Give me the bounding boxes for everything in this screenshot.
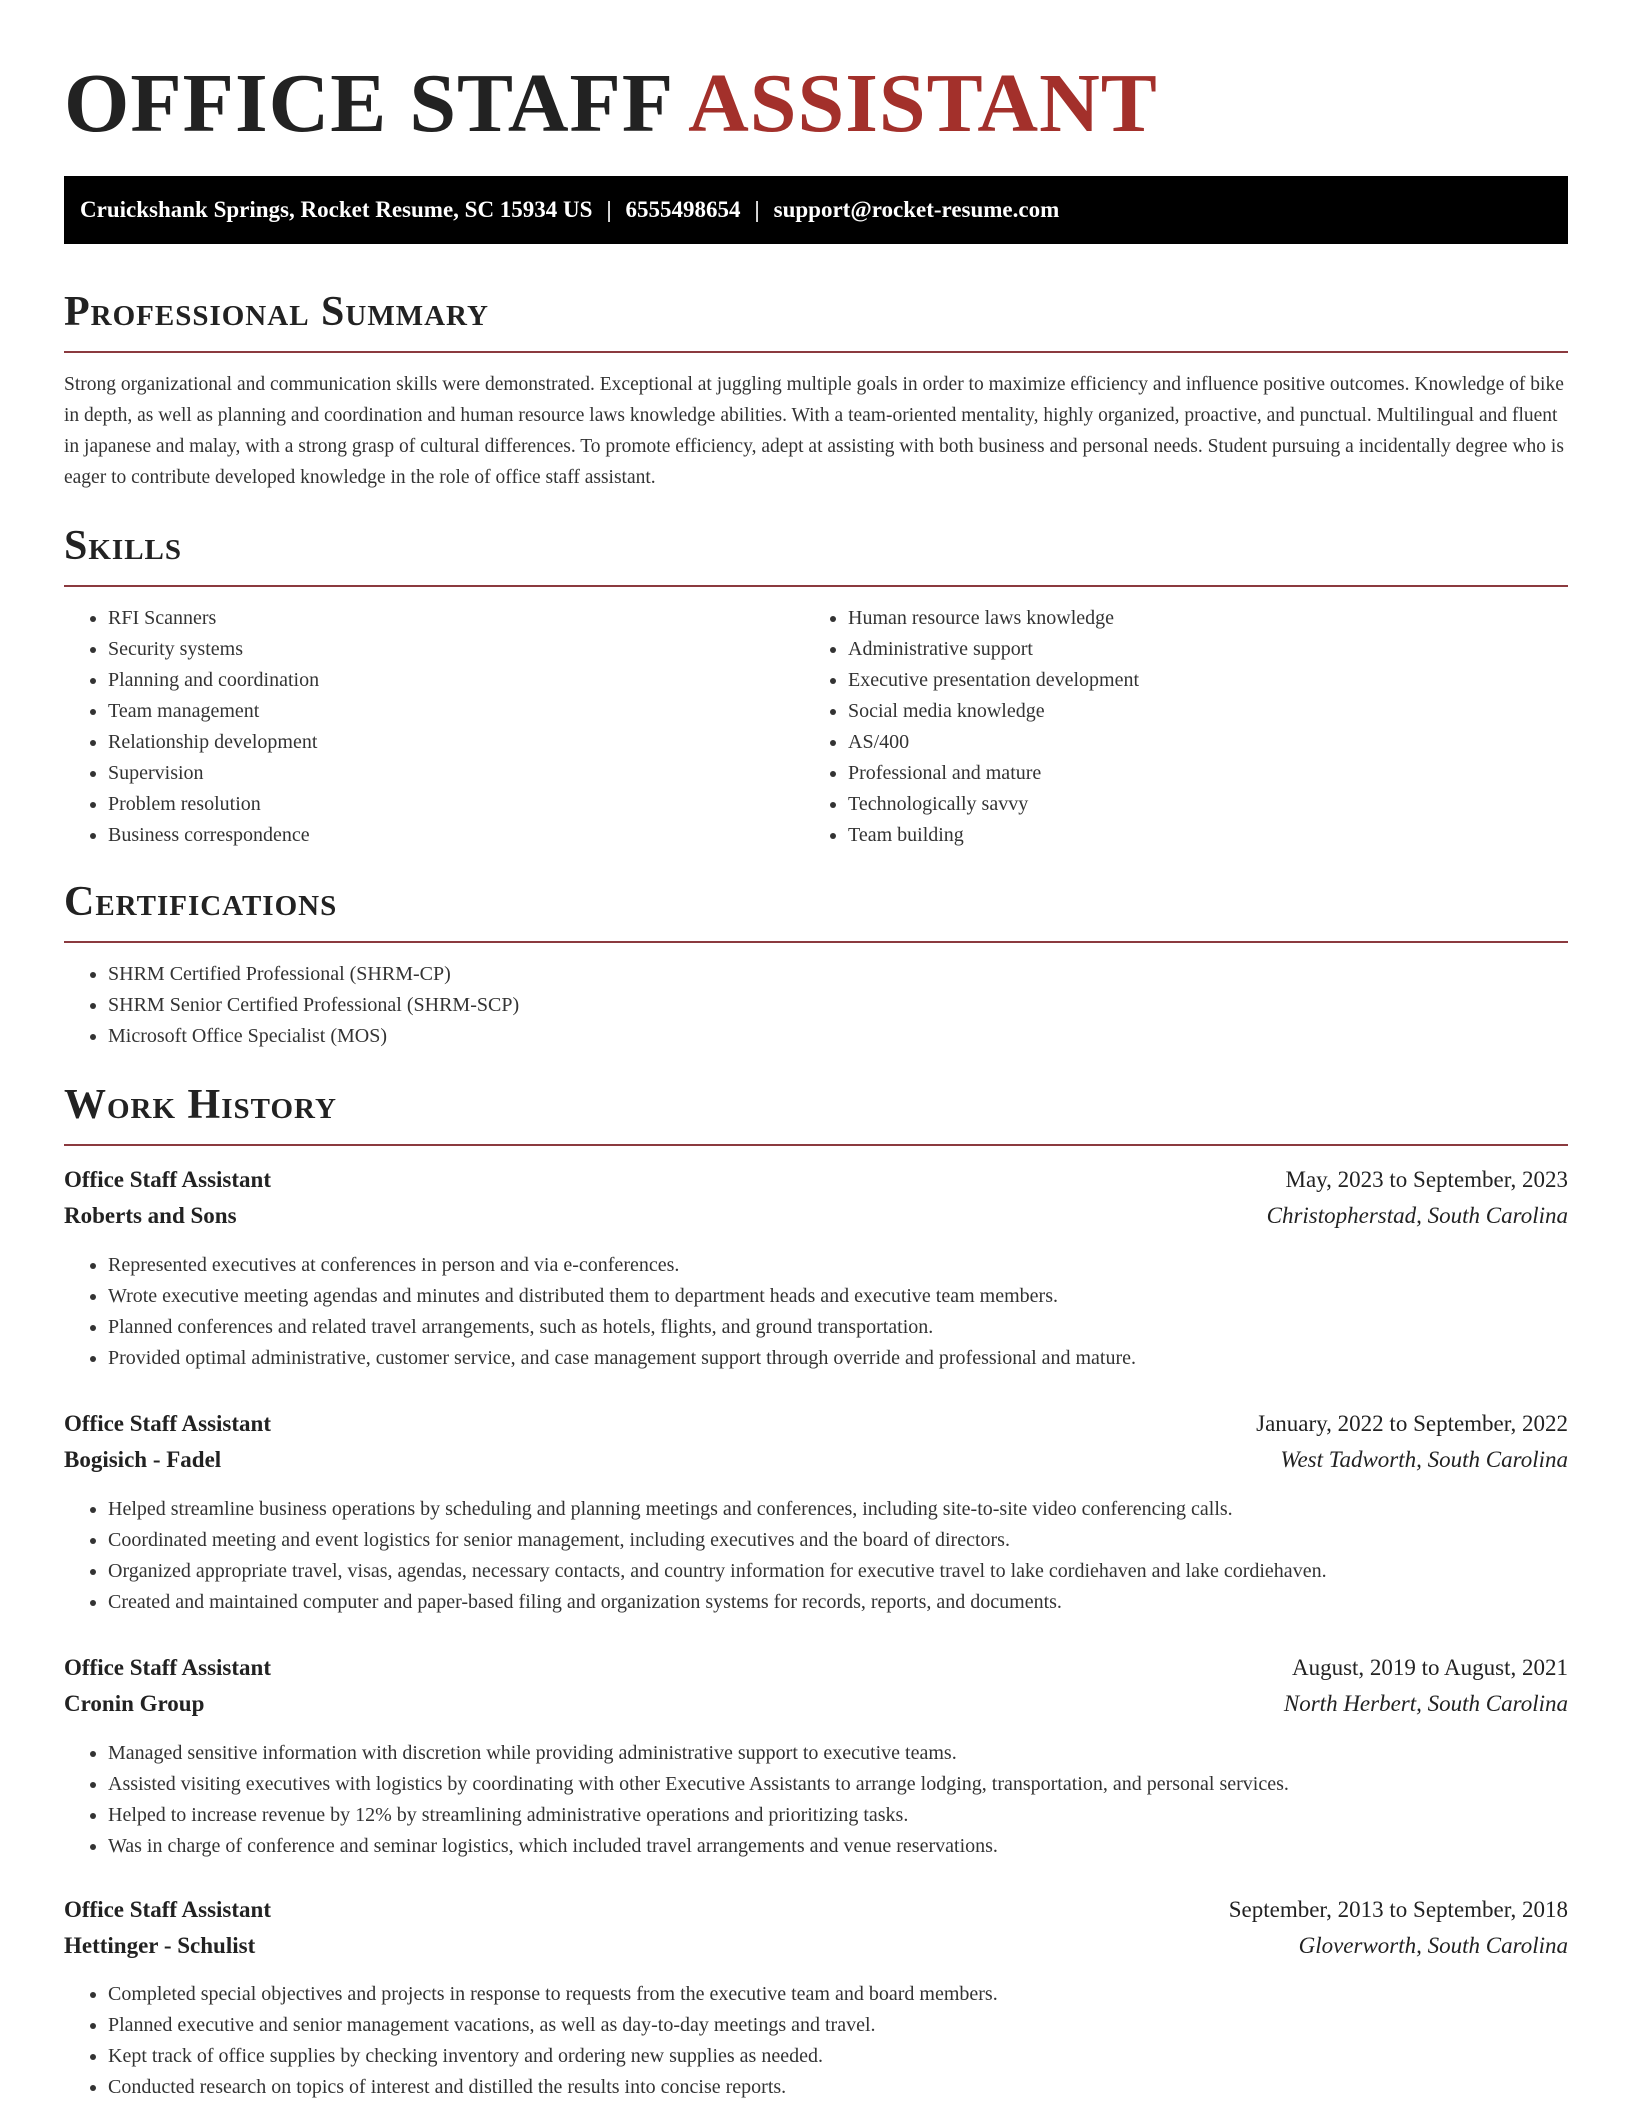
- job-company-row: [64, 1928, 1568, 1964]
- skill-item: • Planning and coordination: [108, 665, 808, 696]
- job-bullet: • Conducted research on topics of interest and distilled the results into concise reports.: [108, 2072, 1568, 2103]
- skill-item: • RFI Scanners: [108, 603, 808, 634]
- job-header-row: [64, 1406, 1568, 1442]
- contact-address: Cruickshank Springs, Rocket Resume, SC 15934 US: [80, 197, 593, 222]
- skills-heading: Skills: [64, 523, 183, 569]
- job-location: Gloverworth, South Carolina: [1298, 1933, 1568, 1958]
- name-first: OFFICE STAFF: [64, 57, 675, 150]
- summary-heading: Professional Summary: [64, 289, 489, 335]
- job-bullet: • Was in charge of conference and seminar logistics, which included travel arrangements and venue reservations.: [108, 1831, 1568, 1862]
- job-title: Office Staff Assistant: [64, 1411, 271, 1436]
- job-header-row: [64, 1162, 1568, 1198]
- job-bullet: • Managed sensitive information with discretion while providing administrative support to executive teams.: [108, 1738, 1568, 1769]
- skill-item: • AS/400: [848, 727, 1548, 758]
- job-company: Hettinger - Schulist: [64, 1933, 256, 1958]
- job-bullets: [64, 1250, 1568, 1374]
- job-company: Cronin Group: [64, 1691, 205, 1716]
- job-company: Bogisich - Fadel: [64, 1447, 222, 1472]
- job-company-row: [64, 1686, 1568, 1722]
- job-bullets: [64, 1738, 1568, 1862]
- skill-item: • Security systems: [108, 634, 808, 665]
- skill-item: • Administrative support: [848, 634, 1548, 665]
- job-location: West Tadworth, South Carolina: [1280, 1447, 1568, 1472]
- job-dates: January, 2022 to September, 2022: [1256, 1411, 1568, 1436]
- contact-phone: 6555498654: [625, 197, 741, 222]
- skills-list-left: [64, 603, 808, 851]
- job-dates: August, 2019 to August, 2021: [1291, 1655, 1568, 1680]
- skill-item: • Problem resolution: [108, 789, 808, 820]
- section-divider: [64, 351, 1568, 353]
- job-bullets: [64, 1494, 1568, 1618]
- certifications-list: [64, 959, 1568, 1052]
- name-last: ASSISTANT: [688, 57, 1158, 150]
- job-bullet: • Planned executive and senior management vacations, as well as day-to-day meetings and travel.: [108, 2010, 1568, 2041]
- skill-item: • Technologically savvy: [848, 789, 1548, 820]
- certifications-heading: Certifications: [64, 879, 338, 925]
- job-header-row: [64, 1650, 1568, 1686]
- skill-item: • Business correspondence: [108, 820, 808, 851]
- job-company: Roberts and Sons: [64, 1203, 237, 1228]
- job-company-row: [64, 1442, 1568, 1478]
- skill-item: • Executive presentation development: [848, 665, 1548, 696]
- skill-item: • Human resource laws knowledge: [848, 603, 1548, 634]
- skill-item: • Social media knowledge: [848, 696, 1548, 727]
- certification-item: • SHRM Certified Professional (SHRM-CP): [108, 959, 1568, 990]
- skill-item: • Supervision: [108, 758, 808, 789]
- contact-separator: |: [606, 197, 612, 222]
- contact-email: support@rocket-resume.com: [773, 197, 1060, 222]
- skill-item: • Team building: [848, 820, 1548, 851]
- job-bullet: • Coordinated meeting and event logistics for senior management, including executives and the board of directors.: [108, 1525, 1568, 1556]
- contact-separator: |: [754, 197, 760, 222]
- job-dates: September, 2013 to September, 2018: [1228, 1897, 1568, 1922]
- section-divider: [64, 1144, 1568, 1146]
- job-company-row: [64, 1198, 1568, 1234]
- job-bullets: [64, 1979, 1568, 2103]
- summary-text: Strong organizational and communication skills were demonstrated. Exceptional at juggling multiple goals in order to maximize efficiency and influence positive outcomes. Knowledge of bike in depth, as well as planning and coordination and human resource laws knowledge abilities. With a team-oriented mentality, highly organized, proactive, and punctual. Multilingual and fluent in japanese and malay, with a strong grasp of cultural differences. To promote efficiency, adept at assisting with both business and personal needs. Student pursuing a incidentally degree who is eager to contribute developed knowledge in the role of office staff assistant.: [64, 374, 1564, 488]
- job-bullet: • Provided optimal administrative, customer service, and case management support through override and professional and mature.: [108, 1343, 1568, 1374]
- job-title: Office Staff Assistant: [64, 1167, 271, 1192]
- skills-list-right: [804, 603, 1548, 851]
- job-bullet: • Organized appropriate travel, visas, agendas, necessary contacts, and country information for executive travel to lake cordiehaven and lake cordiehaven.: [108, 1556, 1568, 1587]
- job-bullet: • Created and maintained computer and paper-based filing and organization systems for records, reports, and documents.: [108, 1587, 1568, 1618]
- job-bullet: • Helped to increase revenue by 12% by streamlining administrative operations and prioritizing tasks.: [108, 1800, 1568, 1831]
- job-bullet: • Assisted visiting executives with logistics by coordinating with other Executive Assistants to arrange lodging, transportation, and personal services.: [108, 1769, 1568, 1800]
- job-bullet: • Represented executives at conferences in person and via e-conferences.: [108, 1250, 1568, 1281]
- job-title: Office Staff Assistant: [64, 1655, 271, 1680]
- work-history-heading: Work History: [64, 1082, 337, 1128]
- contact-bar: [64, 176, 1568, 244]
- job-title: Office Staff Assistant: [64, 1897, 271, 1922]
- job-bullet: • Wrote executive meeting agendas and minutes and distributed them to department heads and executive team members.: [108, 1281, 1568, 1312]
- job-bullet: • Kept track of office supplies by checking inventory and ordering new supplies as needed.: [108, 2041, 1568, 2072]
- job-bullet: • Helped streamline business operations by scheduling and planning meetings and conferences, including site-to-site video conferencing calls.: [108, 1494, 1568, 1525]
- certification-item: • Microsoft Office Specialist (MOS): [108, 1021, 1568, 1052]
- skill-item: • Relationship development: [108, 727, 808, 758]
- job-header-row: [64, 1892, 1568, 1928]
- skill-item: • Team management: [108, 696, 808, 727]
- certification-item: • SHRM Senior Certified Professional (SHRM-SCP): [108, 990, 1568, 1021]
- job-bullet: • Completed special objectives and projects in response to requests from the executive team and board members.: [108, 1979, 1568, 2010]
- resume-name: [64, 58, 1158, 150]
- job-location: Christopherstad, South Carolina: [1266, 1203, 1568, 1228]
- job-dates: May, 2023 to September, 2023: [1285, 1167, 1568, 1192]
- section-divider: [64, 585, 1568, 587]
- skill-item: • Professional and mature: [848, 758, 1548, 789]
- section-divider: [64, 941, 1568, 943]
- job-location: North Herbert, South Carolina: [1283, 1691, 1568, 1716]
- job-bullet: • Planned conferences and related travel arrangements, such as hotels, flights, and ground transportation.: [108, 1312, 1568, 1343]
